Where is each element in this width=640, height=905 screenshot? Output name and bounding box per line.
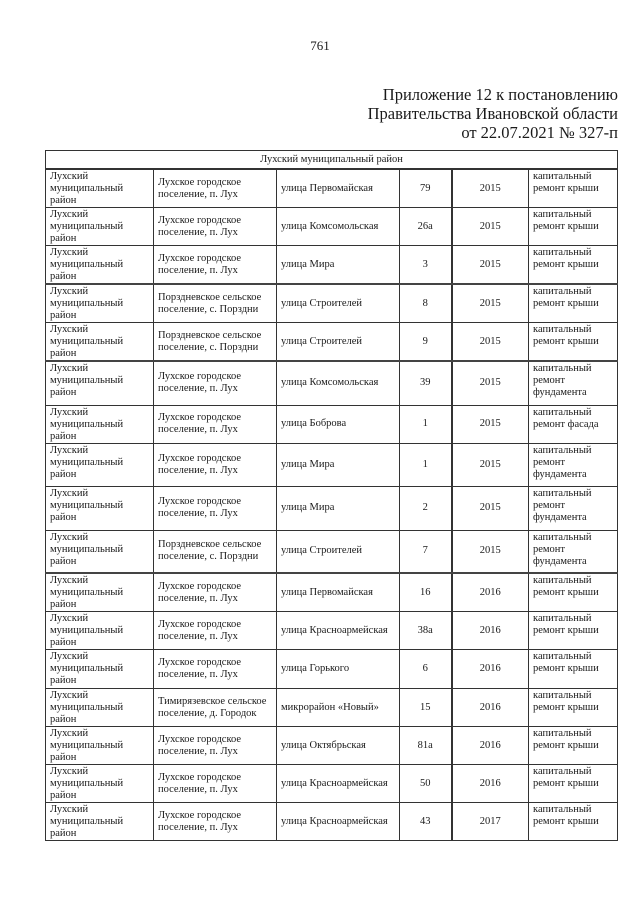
- district-cell: Лухский муниципальный район: [46, 443, 154, 486]
- street-cell: улица Комсомольская: [277, 361, 400, 405]
- house-number-cell: 16: [400, 573, 452, 612]
- house-number-cell: 38а: [400, 612, 452, 650]
- table-row: [46, 323, 618, 362]
- table-row: [46, 650, 618, 689]
- year-cell: 2015: [452, 405, 529, 443]
- work-type-cell: капитальный ремонт крыши: [529, 650, 618, 689]
- house-number-cell: 7: [400, 530, 452, 573]
- year-cell: 2015: [452, 486, 529, 530]
- district-cell: Лухский муниципальный район: [46, 612, 154, 650]
- year-cell: 2016: [452, 650, 529, 689]
- year-cell: 2016: [452, 689, 529, 727]
- district-cell: Лухский муниципальный район: [46, 765, 154, 803]
- work-type-cell: капитальный ремонт крыши: [529, 284, 618, 323]
- settlement-cell: Лухское городское поселение, п. Лух: [154, 727, 277, 765]
- work-type-cell: капитальный ремонт крыши: [529, 169, 618, 208]
- table-row: [46, 169, 618, 208]
- table-row: [46, 443, 618, 486]
- settlement-cell: Порздневское сельское поселение, с. Порздни: [154, 284, 277, 323]
- district-cell: Лухский муниципальный район: [46, 246, 154, 285]
- work-type-cell: капитальный ремонт крыши: [529, 573, 618, 612]
- street-cell: улица Комсомольская: [277, 208, 400, 246]
- district-cell: Лухский муниципальный район: [46, 727, 154, 765]
- settlement-cell: Лухское городское поселение, п. Лух: [154, 169, 277, 208]
- district-cell: Лухский муниципальный район: [46, 689, 154, 727]
- group-header-row: [46, 151, 618, 170]
- street-cell: улица Октябрьская: [277, 727, 400, 765]
- table-row: [46, 612, 618, 650]
- district-cell: Лухский муниципальный район: [46, 803, 154, 841]
- settlement-cell: Лухское городское поселение, п. Лух: [154, 208, 277, 246]
- house-number-cell: 50: [400, 765, 452, 803]
- district-cell: Лухский муниципальный район: [46, 361, 154, 405]
- table-row: [46, 208, 618, 246]
- table-row: [46, 573, 618, 612]
- house-number-cell: 79: [400, 169, 452, 208]
- street-cell: улица Мира: [277, 486, 400, 530]
- year-cell: 2015: [452, 208, 529, 246]
- street-cell: улица Красноармейская: [277, 803, 400, 841]
- year-cell: 2015: [452, 361, 529, 405]
- table-row: [46, 530, 618, 573]
- house-number-cell: 81а: [400, 727, 452, 765]
- year-cell: 2016: [452, 612, 529, 650]
- work-type-cell: капитальный ремонт фундамента: [529, 443, 618, 486]
- street-cell: улица Мира: [277, 246, 400, 285]
- street-cell: микрорайон «Новый»: [277, 689, 400, 727]
- house-number-cell: 1: [400, 443, 452, 486]
- street-cell: улица Строителей: [277, 323, 400, 362]
- work-type-cell: капитальный ремонт крыши: [529, 765, 618, 803]
- work-type-cell: капитальный ремонт крыши: [529, 727, 618, 765]
- house-number-cell: 6: [400, 650, 452, 689]
- year-cell: 2016: [452, 573, 529, 612]
- page-number: 761: [310, 38, 330, 53]
- settlement-cell: Лухское городское поселение, п. Лух: [154, 765, 277, 803]
- table-row: [46, 405, 618, 443]
- work-type-cell: капитальный ремонт крыши: [529, 689, 618, 727]
- work-type-cell: капитальный ремонт крыши: [529, 246, 618, 285]
- district-cell: Лухский муниципальный район: [46, 169, 154, 208]
- district-cell: Лухский муниципальный район: [46, 323, 154, 362]
- street-cell: улица Красноармейская: [277, 765, 400, 803]
- street-cell: улица Первомайская: [277, 573, 400, 612]
- table-row: [46, 361, 618, 405]
- district-cell: Лухский муниципальный район: [46, 573, 154, 612]
- year-cell: 2017: [452, 803, 529, 841]
- work-type-cell: капитальный ремонт фундамента: [529, 530, 618, 573]
- house-number-cell: 3: [400, 246, 452, 285]
- settlement-cell: Лухское городское поселение, п. Лух: [154, 443, 277, 486]
- year-cell: 2015: [452, 530, 529, 573]
- settlement-cell: Лухское городское поселение, п. Лух: [154, 486, 277, 530]
- settlement-cell: Лухское городское поселение, п. Лух: [154, 361, 277, 405]
- table-row: [46, 284, 618, 323]
- repair-table: [45, 150, 618, 841]
- settlement-cell: Лухское городское поселение, п. Лух: [154, 573, 277, 612]
- house-number-cell: 26а: [400, 208, 452, 246]
- settlement-cell: Порздневское сельское поселение, с. Порздни: [154, 530, 277, 573]
- work-type-cell: капитальный ремонт фасада: [529, 405, 618, 443]
- house-number-cell: 9: [400, 323, 452, 362]
- district-cell: Лухский муниципальный район: [46, 284, 154, 323]
- district-cell: Лухский муниципальный район: [46, 208, 154, 246]
- table-row: [46, 246, 618, 285]
- settlement-cell: Лухское городское поселение, п. Лух: [154, 803, 277, 841]
- group-title: Лухский муниципальный район: [46, 151, 618, 170]
- settlement-cell: Лухское городское поселение, п. Лух: [154, 246, 277, 285]
- street-cell: улица Первомайская: [277, 169, 400, 208]
- year-cell: 2015: [452, 323, 529, 362]
- year-cell: 2015: [452, 246, 529, 285]
- street-cell: улица Боброва: [277, 405, 400, 443]
- street-cell: улица Строителей: [277, 284, 400, 323]
- work-type-cell: капитальный ремонт крыши: [529, 612, 618, 650]
- appendix-line-3: от 22.07.2021 № 327-п: [461, 123, 618, 142]
- house-number-cell: 43: [400, 803, 452, 841]
- street-cell: улица Мира: [277, 443, 400, 486]
- table-row: [46, 803, 618, 841]
- house-number-cell: 8: [400, 284, 452, 323]
- settlement-cell: Порздневское сельское поселение, с. Порздни: [154, 323, 277, 362]
- year-cell: 2016: [452, 765, 529, 803]
- district-cell: Лухский муниципальный район: [46, 650, 154, 689]
- settlement-cell: Лухское городское поселение, п. Лух: [154, 612, 277, 650]
- house-number-cell: 39: [400, 361, 452, 405]
- work-type-cell: капитальный ремонт крыши: [529, 323, 618, 362]
- table-row: [46, 486, 618, 530]
- year-cell: 2015: [452, 284, 529, 323]
- district-cell: Лухский муниципальный район: [46, 530, 154, 573]
- district-cell: Лухский муниципальный район: [46, 486, 154, 530]
- settlement-cell: Лухское городское поселение, п. Лух: [154, 405, 277, 443]
- work-type-cell: капитальный ремонт фундамента: [529, 361, 618, 405]
- table-row: [46, 765, 618, 803]
- appendix-line-2: Правительства Ивановской области: [367, 104, 618, 123]
- table-row: [46, 689, 618, 727]
- street-cell: улица Горького: [277, 650, 400, 689]
- year-cell: 2016: [452, 727, 529, 765]
- settlement-cell: Лухское городское поселение, п. Лух: [154, 650, 277, 689]
- street-cell: улица Строителей: [277, 530, 400, 573]
- table-row: [46, 727, 618, 765]
- year-cell: 2015: [452, 443, 529, 486]
- district-cell: Лухский муниципальный район: [46, 405, 154, 443]
- house-number-cell: 2: [400, 486, 452, 530]
- house-number-cell: 15: [400, 689, 452, 727]
- street-cell: улица Красноармейская: [277, 612, 400, 650]
- work-type-cell: капитальный ремонт фундамента: [529, 486, 618, 530]
- appendix-line-1: Приложение 12 к постановлению: [382, 85, 618, 104]
- appendix-header: [368, 85, 618, 142]
- settlement-cell: Тимирязевское сельское поселение, д. Городок: [154, 689, 277, 727]
- work-type-cell: капитальный ремонт крыши: [529, 803, 618, 841]
- house-number-cell: 1: [400, 405, 452, 443]
- work-type-cell: капитальный ремонт крыши: [529, 208, 618, 246]
- year-cell: 2015: [452, 169, 529, 208]
